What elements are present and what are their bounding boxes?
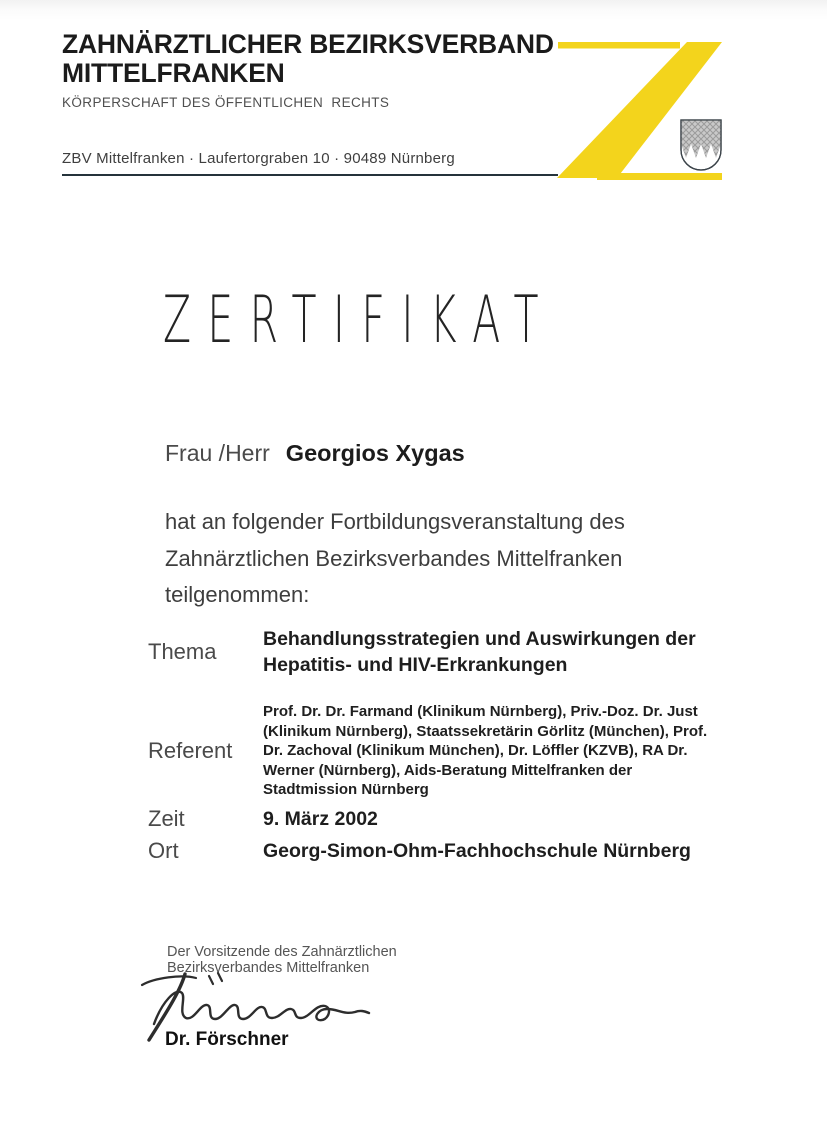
referent-label: Referent <box>148 737 233 763</box>
detail-row-thema <box>148 626 728 678</box>
zeit-value: 9. März 2002 <box>263 807 378 830</box>
recipient-name: Georgios Xygas <box>285 440 465 466</box>
recipient-row <box>165 440 465 467</box>
thema-label: Thema <box>148 639 217 664</box>
signature-caption-line: Der Vorsitzende des Zahnärztlichen <box>167 944 397 960</box>
thema-value: Behandlungsstrategien und Auswirkungen der Hepatitis- und HIV-Erkrankungen <box>263 628 696 676</box>
salutation-label: Frau /Herr <box>165 440 270 466</box>
ort-label: Ort <box>148 838 179 863</box>
statement-paragraph <box>165 504 625 614</box>
zeit-label: Zeit <box>148 806 185 831</box>
org-header <box>62 30 554 110</box>
detail-row-zeit <box>148 806 728 833</box>
statement-line: hat an folgender Fortbildungsveranstaltung des <box>165 509 625 534</box>
org-name-line1: ZAHNÄRZTLICHER BEZIRKSVERBAND <box>62 29 554 59</box>
yellow-z-logo <box>553 36 725 184</box>
details-block <box>148 626 728 865</box>
detail-row-ort <box>148 838 728 865</box>
statement-line: teilgenommen: <box>165 582 310 607</box>
signer-name: Dr. Förschner <box>165 1029 289 1050</box>
franconian-shield-icon <box>681 120 721 170</box>
signature-caption-line: Bezirksverbandes Mittelfranken <box>167 960 370 976</box>
sender-address-line: ZBV Mittelfranken · Laufertorgraben 10 · 90489 Nürnberg <box>62 150 558 176</box>
org-subtitle: KÖRPERSCHAFT DES ÖFFENTLICHEN RECHTS <box>62 95 390 110</box>
page-title: ZERTIFIKAT <box>163 283 555 358</box>
org-name-line2: MITTELFRANKEN <box>62 58 285 88</box>
detail-row-referent <box>148 702 728 800</box>
ort-value: Georg-Simon-Ohm-Fachhochschule Nürnberg <box>263 839 691 862</box>
referent-value: Prof. Dr. Dr. Farmand (Klinikum Nürnberg), Priv.-Doz. Dr. Just (Klinikum Nürnberg), Staatssekretärin Görlitz (München), Prof. Dr. Zachoval (Klinikum München), Dr. Löffler (KZVB), RA Dr. Werner (Nürnberg), Aids-Beratung Mittelfranken der Stadtmission Nürnberg <box>263 703 708 798</box>
statement-line: Zahnärztlichen Bezirksverbandes Mittelfranken <box>165 545 623 571</box>
